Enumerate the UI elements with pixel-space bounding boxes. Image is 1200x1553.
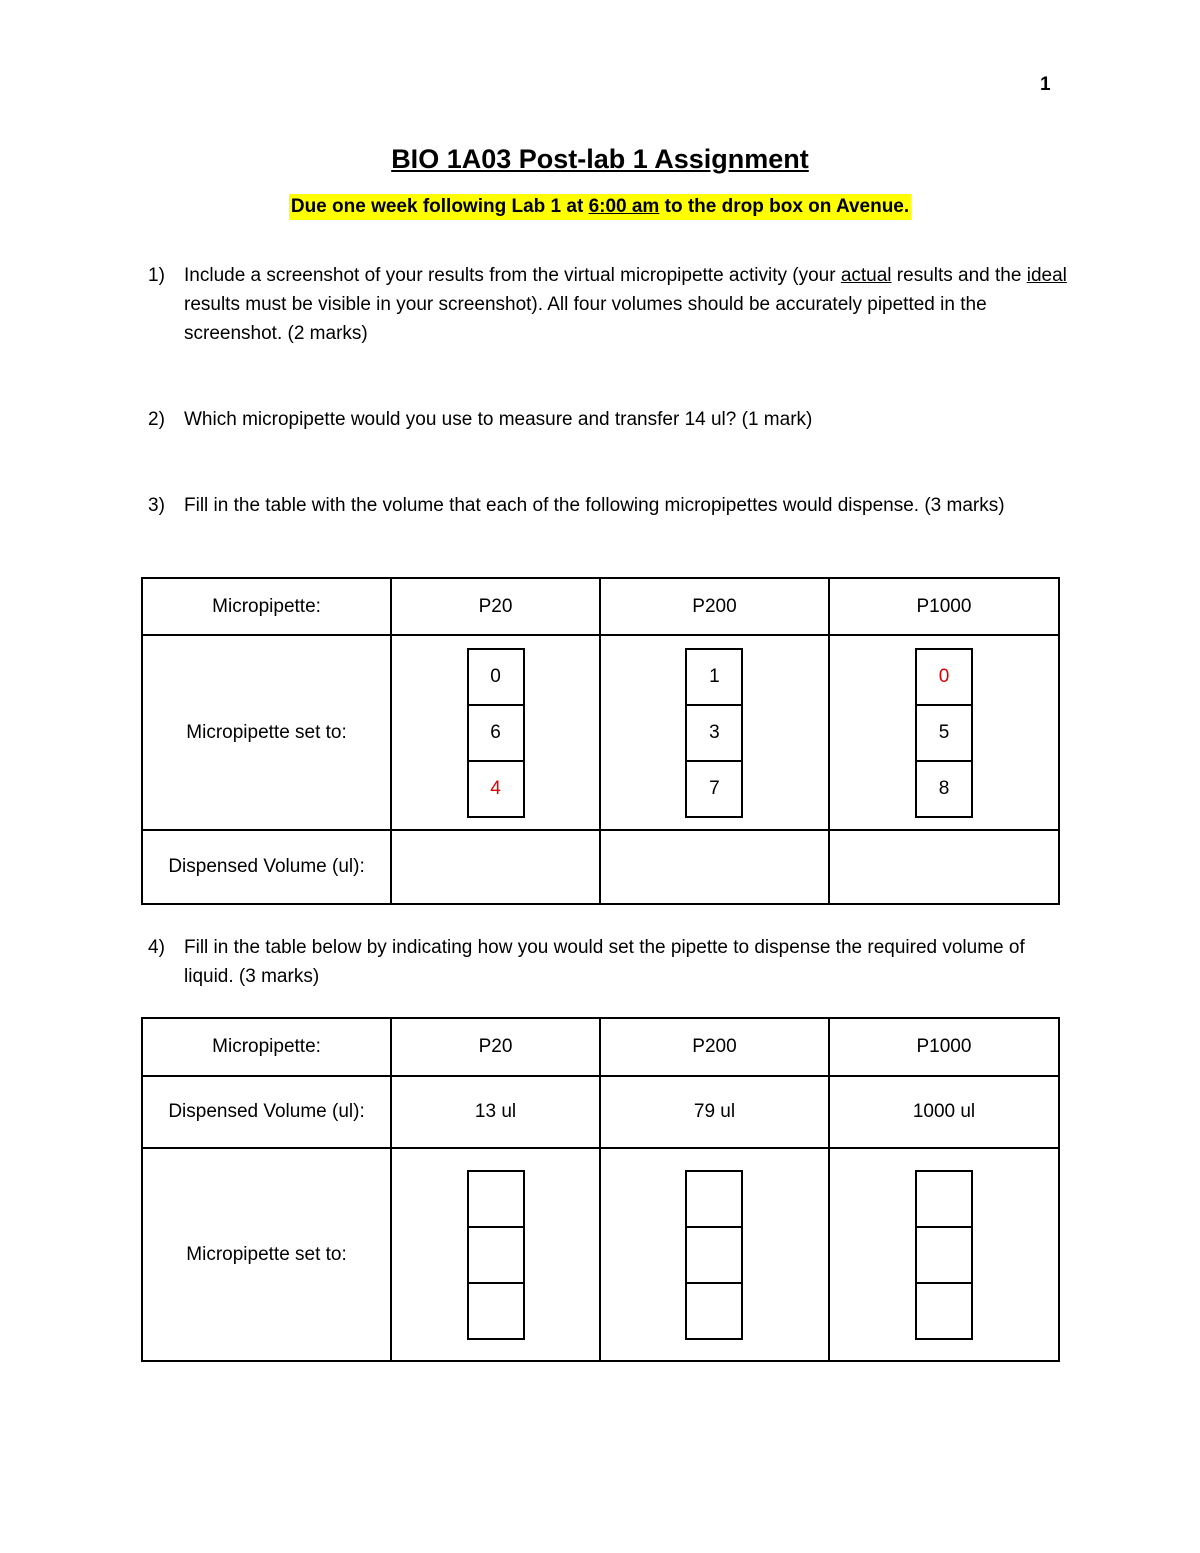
dial-cell-p1000 bbox=[829, 1148, 1059, 1361]
table-pipette-setting bbox=[141, 1017, 1060, 1362]
dial-digit-input[interactable] bbox=[917, 1172, 971, 1226]
due-text-before: Due one week following Lab 1 at bbox=[290, 196, 589, 217]
table-volume-row bbox=[142, 1076, 1059, 1148]
dial-digit-input[interactable] bbox=[687, 1282, 741, 1338]
dial-digit-input[interactable] bbox=[687, 1226, 741, 1282]
setting-label: Micropipette set to: bbox=[142, 635, 391, 830]
table-volume-row bbox=[142, 830, 1059, 904]
table-header-row bbox=[142, 1018, 1059, 1076]
question-1 bbox=[148, 261, 1068, 348]
q1-text-part: results and the bbox=[891, 265, 1027, 286]
question-number: 1) bbox=[148, 265, 165, 286]
question-text: Fill in the table below by indicating how you would set the pipette to dispense the required volume of liquid. (3 marks) bbox=[184, 937, 1025, 987]
dial-digit: 5 bbox=[917, 704, 971, 760]
dial-digit-input[interactable] bbox=[469, 1226, 523, 1282]
dial-digit-input[interactable] bbox=[469, 1282, 523, 1338]
header-label: Micropipette: bbox=[142, 578, 391, 635]
question-text bbox=[184, 261, 1068, 348]
volume-value-p1000: 1000 ul bbox=[829, 1076, 1059, 1148]
dial-cell-p1000 bbox=[829, 635, 1059, 830]
due-time: 6:00 am bbox=[588, 196, 660, 217]
volume-label: Dispensed Volume (ul): bbox=[142, 1076, 391, 1148]
question-number: 4) bbox=[148, 937, 165, 958]
volume-answer-p200[interactable] bbox=[600, 830, 829, 904]
pipette-dial-blank bbox=[915, 1170, 973, 1340]
pipette-dial bbox=[467, 648, 525, 818]
q1-text-part: Include a screenshot of your results from the virtual micropipette activity (your bbox=[184, 265, 841, 286]
dial-cell-p200 bbox=[600, 635, 829, 830]
dial-digit: 0 bbox=[490, 665, 501, 687]
pipette-dial bbox=[915, 648, 973, 818]
dial-digit: 1 bbox=[709, 665, 720, 687]
column-header-p20: P20 bbox=[391, 1018, 600, 1076]
due-text-after: to the drop box on Avenue. bbox=[659, 196, 910, 217]
question-text: Which micropipette would you use to measure and transfer 14 ul? (1 mark) bbox=[184, 409, 813, 430]
pipette-dial bbox=[685, 648, 743, 818]
dial-digit-highlighted: 0 bbox=[938, 665, 950, 687]
column-header-p20: P20 bbox=[391, 578, 600, 635]
question-3 bbox=[148, 491, 1068, 520]
dial-digit-input[interactable] bbox=[917, 1226, 971, 1282]
dial-digit-input[interactable] bbox=[917, 1282, 971, 1338]
question-4 bbox=[148, 933, 1068, 991]
header-label: Micropipette: bbox=[142, 1018, 391, 1076]
dial-digit: 6 bbox=[469, 704, 523, 760]
dial-digit: 8 bbox=[917, 760, 971, 816]
question-number: 3) bbox=[148, 495, 165, 516]
column-header-p200: P200 bbox=[600, 578, 829, 635]
dial-digit-highlighted: 4 bbox=[469, 760, 523, 816]
q1-emphasis-ideal: ideal bbox=[1026, 265, 1067, 286]
dial-cell-p20 bbox=[391, 635, 600, 830]
question-number: 2) bbox=[148, 409, 165, 430]
page-number: 1 bbox=[1040, 74, 1051, 95]
question-2 bbox=[148, 405, 1068, 434]
dial-digit: 7 bbox=[687, 760, 741, 816]
table-dispensed-volume bbox=[141, 577, 1060, 905]
due-notice bbox=[0, 194, 1200, 220]
table-setting-row bbox=[142, 635, 1059, 830]
dial-cell-p20 bbox=[391, 1148, 600, 1361]
question-text: Fill in the table with the volume that each of the following micropipettes would dispense. (3 marks) bbox=[184, 495, 1005, 516]
q1-text-part: results must be visible in your screenshot). All four volumes should be accurately pipetted in the screenshot. (2 marks) bbox=[184, 294, 987, 344]
column-header-p1000: P1000 bbox=[829, 1018, 1059, 1076]
dial-digit-input[interactable] bbox=[469, 1172, 523, 1226]
volume-value-p20: 13 ul bbox=[391, 1076, 600, 1148]
table-setting-row bbox=[142, 1148, 1059, 1361]
volume-label: Dispensed Volume (ul): bbox=[142, 830, 391, 904]
dial-cell-p200 bbox=[600, 1148, 829, 1361]
volume-value-p200: 79 ul bbox=[600, 1076, 829, 1148]
pipette-dial-blank bbox=[685, 1170, 743, 1340]
column-header-p1000: P1000 bbox=[829, 578, 1059, 635]
dial-digit-input[interactable] bbox=[687, 1172, 741, 1226]
page-title: BIO 1A03 Post-lab 1 Assignment bbox=[391, 144, 809, 174]
table-header-row bbox=[142, 578, 1059, 635]
dial-digit: 3 bbox=[687, 704, 741, 760]
due-highlight bbox=[289, 194, 911, 220]
q1-emphasis-actual: actual bbox=[840, 265, 892, 286]
column-header-p200: P200 bbox=[600, 1018, 829, 1076]
pipette-dial-blank bbox=[467, 1170, 525, 1340]
volume-answer-p1000[interactable] bbox=[829, 830, 1059, 904]
setting-label: Micropipette set to: bbox=[142, 1148, 391, 1361]
volume-answer-p20[interactable] bbox=[391, 830, 600, 904]
